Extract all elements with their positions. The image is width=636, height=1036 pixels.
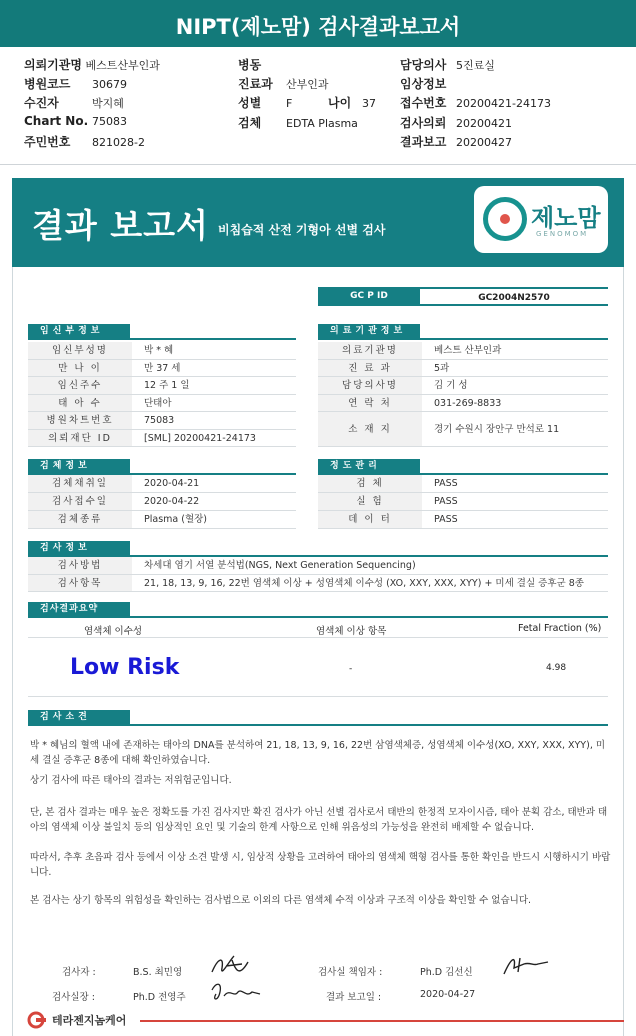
footer-bar xyxy=(140,1020,624,1022)
mother-row-label: 태 아 수 xyxy=(28,395,132,412)
hospital-field xyxy=(24,56,160,73)
ward-label: 병동 xyxy=(238,58,262,72)
findings-paragraph-1: 박 * 혜님의 혈액 내에 존재하는 태아의 DNA를 분석하여 21, 18, 13, 9, 16, 22번 삼염색체증, 성염색체 이수성(XO, XXY, XXX, XYY), 미세 결실 증후군 8종에 대해 확인하였습니다. xyxy=(30,740,606,766)
logo-korean-text: 제노맘 xyxy=(531,204,601,232)
age-label: 나이 xyxy=(328,96,352,110)
specimen-info-heading: 검체정보 xyxy=(28,459,130,474)
qc-row xyxy=(318,511,608,529)
summary-rule xyxy=(28,616,608,618)
hospital-value: 베스트산부인과 xyxy=(85,59,160,72)
abnormal-items-value: - xyxy=(349,664,353,674)
specimen-field xyxy=(238,114,358,131)
report-date-field xyxy=(400,133,512,150)
institution-row-label: 의료기관명 xyxy=(318,342,422,359)
specimen-row xyxy=(28,493,296,511)
doctor-field xyxy=(400,56,495,73)
top-divider xyxy=(0,164,636,165)
qc-row-label: 데 이 터 xyxy=(318,511,422,528)
report-date-label: 결과보고 xyxy=(400,135,447,149)
code-field xyxy=(24,75,127,92)
chart-value: 75083 xyxy=(92,115,127,128)
mother-row xyxy=(28,395,296,413)
report-date-value-bottom: 2020-04-27 xyxy=(420,989,476,1000)
mother-row-value: 단태아 xyxy=(144,397,172,409)
code-label: 병원코드 xyxy=(24,77,71,91)
sex-value: F xyxy=(286,97,293,110)
qc-heading: 정도관리 xyxy=(318,459,420,474)
banner-subtitle: 비침습적 산전 기형아 선별 검사 xyxy=(218,223,386,237)
sex-field xyxy=(238,94,376,111)
institution-row xyxy=(318,412,608,447)
institution-row xyxy=(318,395,608,413)
sex-label: 성별 xyxy=(238,96,262,110)
tester-label: 검사자 : xyxy=(62,967,96,978)
mother-row-value: 75083 xyxy=(144,415,175,426)
institution-row-label: 연 락 처 xyxy=(318,395,422,412)
findings-rule xyxy=(28,724,608,726)
dept-field xyxy=(238,75,329,92)
report-date-value: 20200427 xyxy=(456,136,512,149)
tester-name: B.S. 최민영 xyxy=(133,967,183,978)
mother-row-value: 12 주 1 일 xyxy=(144,380,190,391)
director-label: 검사실장 : xyxy=(52,992,95,1003)
mother-row-value: 박 * 혜 xyxy=(144,345,174,356)
test_info-row xyxy=(28,557,608,575)
age-value: 37 xyxy=(362,97,376,110)
test_info-row-label: 검사방법 xyxy=(28,557,132,574)
test_info-row-value: 21, 18, 13, 9, 16, 22번 염색체 이상 + 성염색체 이수성 (XO, XXY, XXX, XYY) + 미세 결실 증후군 8종 xyxy=(144,577,584,589)
institution-row-label: 소 재 지 xyxy=(318,412,422,446)
specimen-row-label: 검사접수일 xyxy=(28,493,132,510)
qc-row-value: PASS xyxy=(434,514,458,525)
rrn-value: 821028-2 xyxy=(92,136,145,149)
institution-row-value: 베스트 산부인과 xyxy=(434,345,502,356)
director-signature xyxy=(208,980,264,1004)
top-info-block xyxy=(0,47,636,167)
institution-row-value: 031-269-8833 xyxy=(434,397,502,409)
rrn-label: 주민번호 xyxy=(24,135,71,149)
institution-row xyxy=(318,360,608,378)
summary-heading: 검사결과요약 xyxy=(28,602,130,617)
banner-title: 결과 보고서 xyxy=(32,206,209,245)
company-name: 테라젠지놈케어 xyxy=(52,1014,127,1027)
mother-row xyxy=(28,412,296,430)
patient-label: 수진자 xyxy=(24,96,59,110)
risk-result: Low Risk xyxy=(70,655,180,680)
receipt-field xyxy=(400,94,551,111)
qc-row-label: 검 체 xyxy=(318,475,422,492)
request-field xyxy=(400,114,512,131)
code-value: 30679 xyxy=(92,78,127,91)
institution-row-value: 5과 xyxy=(434,362,450,374)
qc-row xyxy=(318,493,608,511)
mother-row-value: 만 37 세 xyxy=(144,362,181,374)
qc-row-value: PASS xyxy=(434,496,458,507)
mother-info-rule xyxy=(28,338,296,340)
logo-english-text: GENOMOM xyxy=(536,230,589,238)
tester-signature xyxy=(208,950,252,982)
qc-row-value: PASS xyxy=(434,478,458,489)
test-info-heading: 검사정보 xyxy=(28,541,130,556)
chief-signature xyxy=(500,952,552,978)
patient-field xyxy=(24,94,124,111)
findings-paragraph-3: 단, 본 검사 결과는 매우 높은 정확도를 가진 검사지만 확진 검사가 아닌 선별 검사로서 태반의 한정적 모자이시즘, 태아 분획 감소, 태반과 태아의 염색체 이상 불일치 등의 임상적인 요인 및 기술의 한계 사항으로 인해 위음성의 가능성을 완전히 배제할 수 없습니다. xyxy=(30,807,608,833)
director-name: Ph.D 전영주 xyxy=(133,992,186,1003)
mother-row xyxy=(28,430,296,448)
specimen-label: 검체 xyxy=(238,116,262,130)
summary-col-items: 염색체 이상 항목 xyxy=(316,626,387,637)
clinical-field xyxy=(400,75,456,92)
specimen-row xyxy=(28,475,296,493)
fetal-fraction-value: 4.98 xyxy=(546,663,567,673)
receipt-label: 접수번호 xyxy=(400,96,447,110)
mother-row-label: 만 나 이 xyxy=(28,360,132,377)
mother-row-value: [SML] 20200421-24173 xyxy=(144,432,256,444)
hospital-label: 의뢰기관명 xyxy=(24,58,82,72)
test_info-row-label: 검사항목 xyxy=(28,575,132,592)
chief-name: Ph.D 김선신 xyxy=(420,967,473,978)
specimen-row-value: Plasma (혈장) xyxy=(144,514,208,525)
qc-row-label: 실 험 xyxy=(318,493,422,510)
mother-row xyxy=(28,377,296,395)
test_info-row-value: 차세대 염기 서열 분석법(NGS, Next Generation Sequencing) xyxy=(144,560,416,571)
test_info-row xyxy=(28,575,608,593)
mother-row-label: 임신부성명 xyxy=(28,342,132,359)
chart-field xyxy=(24,114,127,128)
specimen-row-value: 2020-04-22 xyxy=(144,496,200,507)
report-date-label-bottom: 결과 보고일 : xyxy=(326,992,382,1003)
specimen-row-label: 검체종류 xyxy=(28,511,132,528)
dept-value: 산부인과 xyxy=(286,78,329,91)
summary-col-fetal-fraction: Fetal Fraction (%) xyxy=(518,623,602,634)
ward-field xyxy=(238,56,286,73)
genomom-logo xyxy=(474,186,608,253)
clinical-label: 임상정보 xyxy=(400,77,447,91)
mother-row-label: 의뢰재단 ID xyxy=(28,430,132,447)
specimen-row-value: 2020-04-21 xyxy=(144,478,200,489)
doctor-value: 5진료실 xyxy=(456,59,495,72)
mother-info-heading: 임신부정보 xyxy=(28,324,130,339)
findings-heading: 검사소견 xyxy=(28,710,130,725)
chief-label: 검사실 책임자 : xyxy=(318,967,383,978)
qc-row xyxy=(318,475,608,493)
dept-label: 진료과 xyxy=(238,77,273,91)
doctor-label: 담당의사 xyxy=(400,58,447,72)
institution-row-value: 김 기 성 xyxy=(434,380,468,391)
summary-bottom-rule xyxy=(28,696,608,697)
institution-row-label: 진 료 과 xyxy=(318,360,422,377)
findings-paragraph-2: 상기 검사에 따른 태아의 결과는 저위험군입니다. xyxy=(30,775,232,786)
request-label: 검사의뢰 xyxy=(400,116,447,130)
gcp-id-label: GC P ID xyxy=(318,287,420,306)
specimen-value: EDTA Plasma xyxy=(286,117,358,130)
mother-row-label: 병원차트번호 xyxy=(28,412,132,429)
mother-row xyxy=(28,360,296,378)
institution-row-value: 경기 수원시 장안구 만석로 11 xyxy=(434,424,560,435)
rrn-field xyxy=(24,133,145,150)
chart-label: Chart No. xyxy=(24,114,89,128)
genomom-emblem-icon xyxy=(483,197,527,241)
institution-row xyxy=(318,342,608,360)
mother-row-label: 임신주수 xyxy=(28,377,132,394)
patient-value: 박지혜 xyxy=(92,97,124,110)
specimen-row xyxy=(28,511,296,529)
report-title: NIPT(제노맘) 검사결과보고서 xyxy=(0,0,636,47)
findings-paragraph-4: 따라서, 추후 초음파 검사 등에서 이상 소견 발생 시, 임상적 상황을 고려하여 태아의 염색체 핵형 검사를 통한 확인을 반드시 시행하시기 바랍니다. xyxy=(30,852,611,878)
gcp-id-value: GC2004N2570 xyxy=(420,287,608,306)
mother-row xyxy=(28,342,296,360)
theragen-logo-icon xyxy=(26,1011,48,1029)
findings-paragraph-5: 본 검사는 상기 항목의 위험성을 확인하는 검사법으로 이외의 다른 염색체 수적 이상과 구조적 이상을 확인할 수 없습니다. xyxy=(30,895,532,906)
institution-row xyxy=(318,377,608,395)
receipt-value: 20200421-24173 xyxy=(456,97,551,110)
request-value: 20200421 xyxy=(456,117,512,130)
institution-info-rule xyxy=(318,338,608,340)
summary-header-row xyxy=(28,620,608,638)
summary-col-aneuploidy: 염색체 이수성 xyxy=(84,626,143,637)
institution-row-label: 담당의사명 xyxy=(318,377,422,394)
institution-info-heading: 의료기관정보 xyxy=(318,324,420,339)
specimen-row-label: 검체채취일 xyxy=(28,475,132,492)
